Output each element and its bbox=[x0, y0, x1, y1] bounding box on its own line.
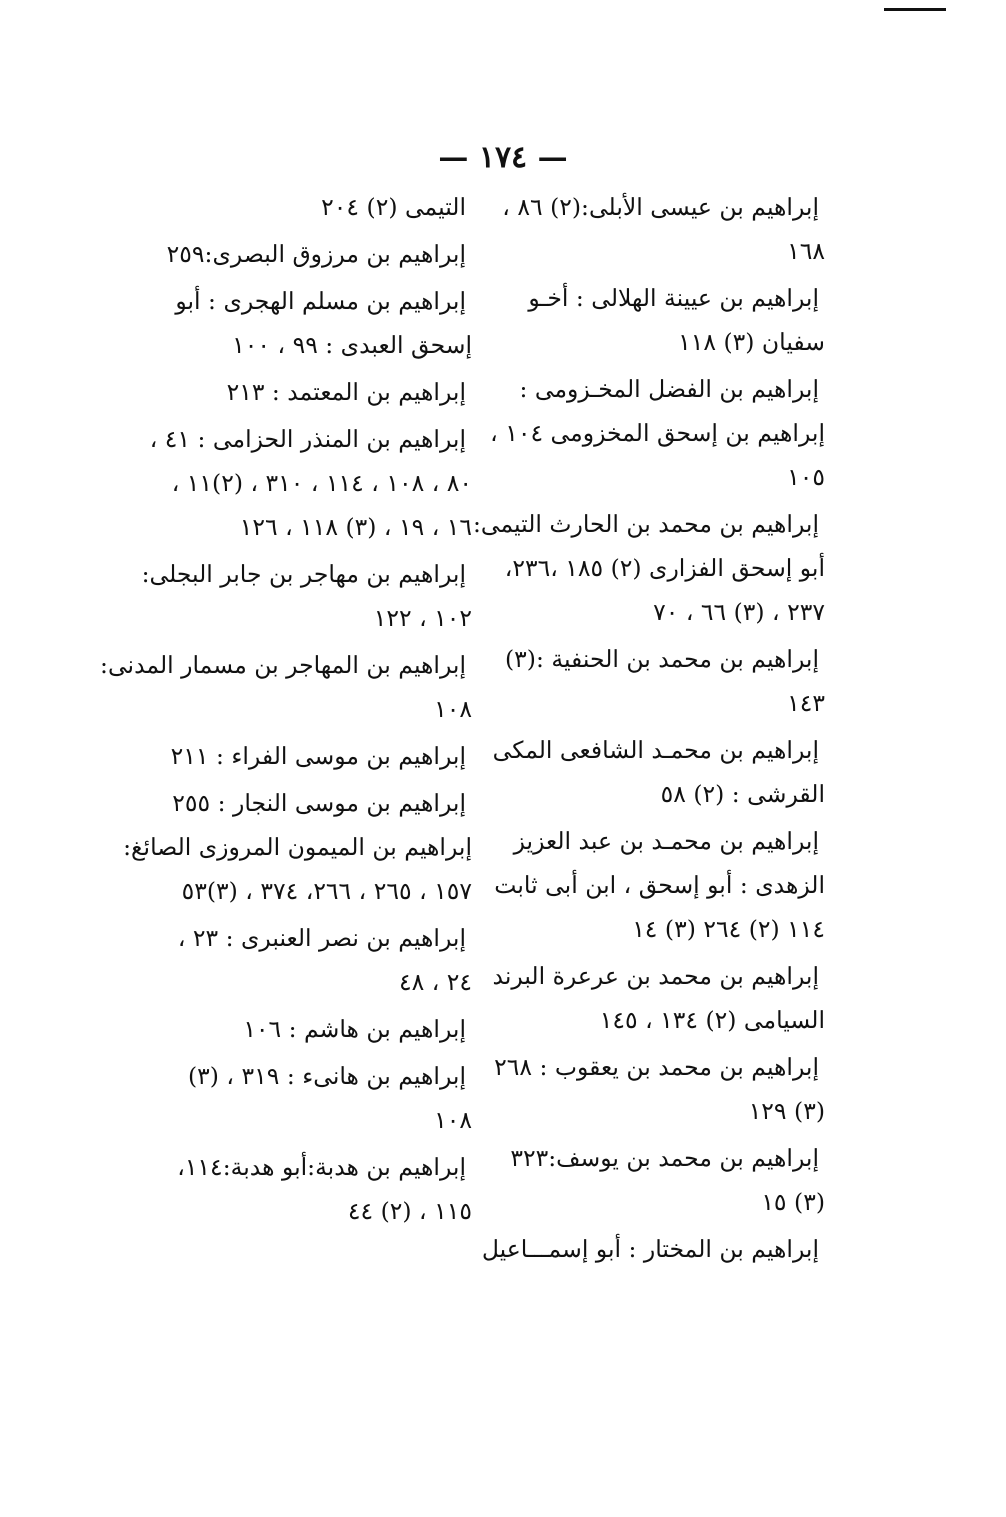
index-entry bbox=[160, 370, 472, 414]
index-entry bbox=[160, 734, 472, 778]
index-entry bbox=[160, 279, 472, 367]
entry-continuation: (٣) ١٢٩ bbox=[748, 1097, 825, 1125]
entry-continuation: ١٥٧ ، ٢٦٥ ، ٢٦٦، ٣٧٤ ، (٣)٥٣ bbox=[181, 877, 472, 905]
entry-continuation: إبراهيم بن إسحق المخزومى ١٠٤ ، bbox=[490, 419, 825, 447]
index-entry bbox=[490, 367, 825, 499]
entry-line: إبراهيم بن مرزوق البصرى:٢٥٩ bbox=[166, 240, 466, 268]
entry-continuation: السيامى (٢) ١٣٤ ، ١٤٥ bbox=[599, 1006, 825, 1034]
top-rule bbox=[884, 8, 946, 11]
entry-line: إبراهيم بن محمـد بن عبد العزيز bbox=[513, 827, 819, 855]
entry-continuation: ٨٠ ، ١٠٨ ، ١١٤ ، ٣١٠ ، (٢)١١ ، bbox=[171, 469, 472, 497]
entry-line: التيمى (٢) ٢٠٤ bbox=[321, 193, 466, 221]
entry-line: إبراهيم بن موسى الفراء : ٢١١ bbox=[170, 742, 466, 770]
entry-continuation: ١٠٥ bbox=[787, 463, 825, 491]
left-column bbox=[100, 185, 472, 1285]
index-columns bbox=[100, 185, 825, 1285]
index-entry bbox=[481, 1227, 825, 1271]
entry-line: إبراهيم بن محمد بن الحارث التيمى: bbox=[472, 510, 819, 538]
index-entry bbox=[141, 552, 472, 640]
entry-line: إبراهيم بن نصر العنبرى : ٢٣ ، bbox=[177, 924, 466, 952]
entry-line: إبراهيم بن المختار : أبو إسمـــاعيل bbox=[481, 1235, 819, 1263]
entry-line: إبراهيم بن محمد بن يوسف:٣٢٣ bbox=[510, 1144, 819, 1172]
entry-line: إبراهيم بن هدبة:أبو هدبة:١١٤، bbox=[177, 1153, 466, 1181]
index-entry bbox=[160, 1054, 472, 1142]
entry-line: إبراهيم بن مهاجر بن جابر البجلى: bbox=[141, 560, 466, 588]
index-entry bbox=[510, 1136, 825, 1224]
entry-continuation: ٢٣٧ ، (٣) ٦٦ ، ٧٠ bbox=[653, 598, 825, 626]
index-entry bbox=[123, 781, 472, 913]
entry-line: إبراهيم بن عيسى الأبلى:(٢) ٨٦ ، bbox=[502, 193, 819, 221]
index-entry bbox=[502, 185, 825, 273]
index-entry bbox=[160, 1145, 472, 1233]
index-entry bbox=[472, 502, 825, 634]
entry-continuation: ١٠٢ ، ١٢٢ bbox=[373, 604, 472, 632]
entry-line: إبراهيم بن محمـد الشافعى المكى bbox=[492, 736, 819, 764]
entry-continuation: القرشى : (٢) ٥٨ bbox=[660, 780, 825, 808]
entry-line: إبراهيم بن المعتمد : ٢١٣ bbox=[226, 378, 466, 406]
index-entry bbox=[160, 232, 472, 276]
entry-continuation: ١٦ ، ١٩ ، (٣) ١١٨ ، ١٢٦ bbox=[239, 513, 472, 541]
right-column bbox=[472, 185, 825, 1285]
entry-continuation: أبو إسحق الفزارى (٢) ١٨٥ ،٢٣٦، bbox=[504, 554, 825, 582]
entry-line: إبراهيم بن المهاجر بن مسمار المدنى: bbox=[100, 651, 466, 679]
entry-continuation: ١٠٨ bbox=[434, 695, 472, 723]
index-entry bbox=[505, 637, 825, 725]
page-number: — ١٧٤ — bbox=[438, 140, 568, 175]
entry-line: إبراهيم بن هاشم : ١٠٦ bbox=[243, 1015, 466, 1043]
entry-continuation: (٣) ١٥ bbox=[761, 1188, 825, 1216]
entry-continuation: سفيان (٣) ١١٨ bbox=[678, 328, 825, 356]
entry-continuation: الزهدى : أبو إسحق ، ابن أبى ثابت bbox=[494, 871, 825, 899]
entry-continuation: ١٤٣ bbox=[787, 689, 825, 717]
index-entry bbox=[100, 643, 472, 731]
index-entry bbox=[160, 916, 472, 1004]
entry-line: إبراهيم بن المنذر الحزامى : ٤١ ، bbox=[149, 425, 466, 453]
entry-line: إبراهيم بن محمد بن الحنفية :(٣) bbox=[505, 645, 819, 673]
index-entry bbox=[492, 954, 825, 1042]
index-entry bbox=[494, 819, 825, 951]
entry-line: إبراهيم بن الفضل المخـزومى : bbox=[519, 375, 819, 403]
entry-continuation: ١١٤ (٢) ٢٦٤ (٣) ١٤ bbox=[632, 915, 825, 943]
entry-line: إبراهيم بن هانىء : ٣١٩ ، (٣) bbox=[187, 1062, 466, 1090]
entry-continuation: إبراهيم بن الميمون المروزى الصائغ: bbox=[123, 833, 472, 861]
entry-line: إبراهيم بن موسى النجار : ٢٥٥ bbox=[172, 789, 466, 817]
entry-line: إبراهيم بن عيينة الهلالى : أخـو bbox=[528, 284, 819, 312]
entry-continuation: ١١٥ ، (٢) ٤٤ bbox=[347, 1197, 472, 1225]
index-entry bbox=[492, 728, 825, 816]
index-entry bbox=[149, 417, 472, 549]
index-entry bbox=[494, 1045, 825, 1133]
index-entry bbox=[160, 185, 472, 229]
index-entry bbox=[160, 1007, 472, 1051]
entry-line: إبراهيم بن مسلم الهجرى : أبو bbox=[175, 287, 466, 315]
entry-continuation: ٢٤ ، ٤٨ bbox=[398, 968, 472, 996]
entry-continuation: إسحق العبدى : ٩٩ ، ١٠٠ bbox=[232, 331, 472, 359]
index-entry bbox=[513, 276, 825, 364]
entry-continuation: ١٠٨ bbox=[434, 1106, 472, 1134]
entry-continuation: ١٦٨ bbox=[787, 237, 825, 265]
entry-line: إبراهيم بن محمد بن يعقوب : ٢٦٨ bbox=[494, 1053, 819, 1081]
entry-line: إبراهيم بن محمد بن عرعرة البرند bbox=[492, 962, 819, 990]
